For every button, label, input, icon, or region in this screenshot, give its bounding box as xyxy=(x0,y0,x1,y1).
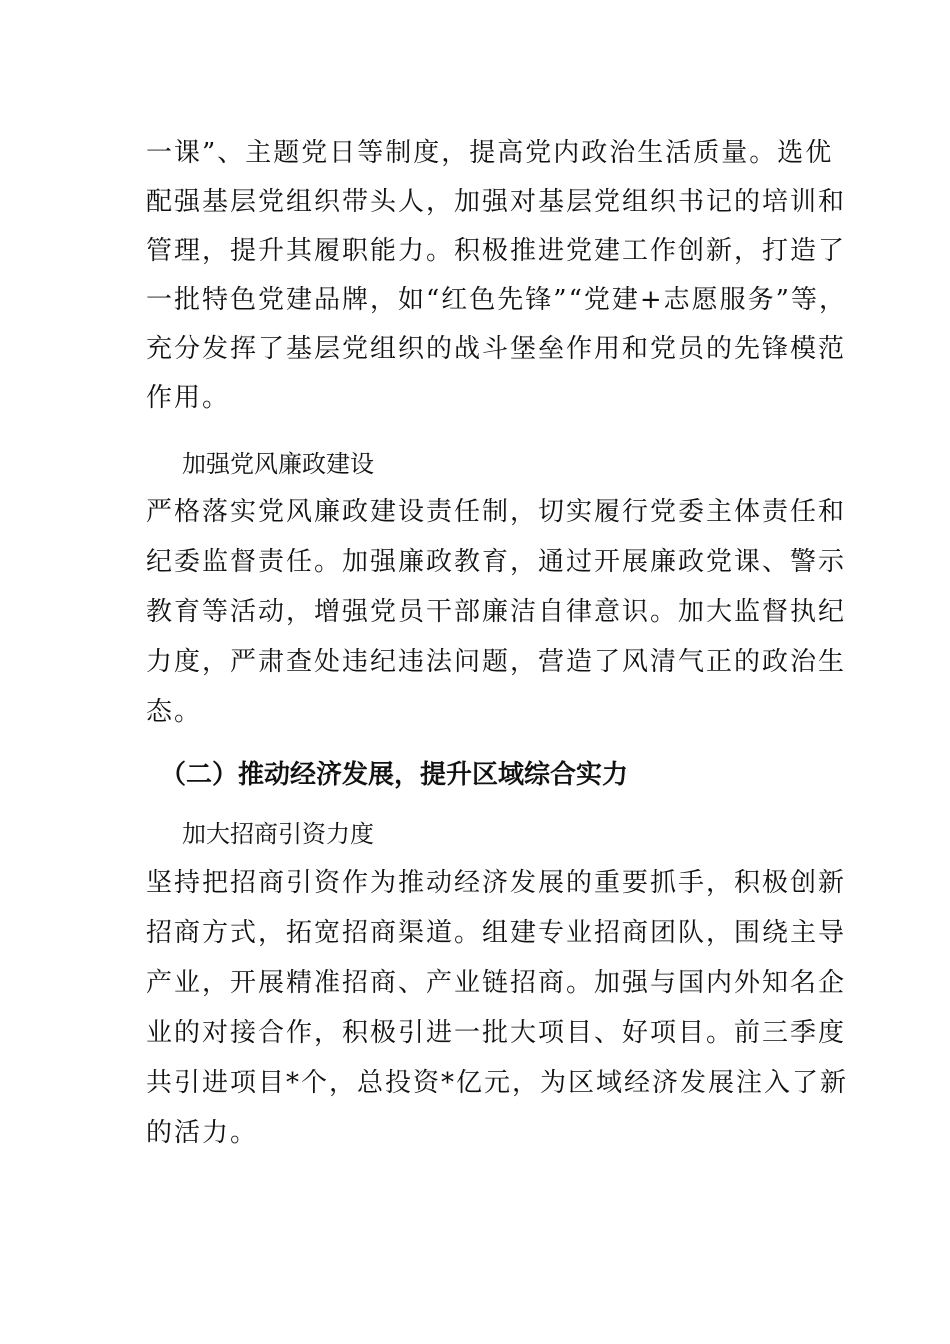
subheading-integrity: 加强党风廉政建设 xyxy=(182,450,374,478)
text-line: 管理，提升其履职能力。积极推进党建工作创新，打造了 xyxy=(146,236,847,266)
text-line: 作用。 xyxy=(146,383,231,413)
text-line: 教育等活动，增强党员干部廉洁自律意识。加大监督执纪 xyxy=(146,597,847,627)
text-line: 纪委监督责任。加强廉政教育，通过开展廉政党课、警示 xyxy=(146,547,847,577)
section-heading: （二）推动经济发展，提升区域综合实力 xyxy=(160,760,629,790)
text-line: 配强基层党组织带头人，加强对基层党组织书记的培训和 xyxy=(146,187,847,217)
text-line: 充分发挥了基层党组织的战斗堡垒作用和党员的先锋模范 xyxy=(146,334,847,364)
text-line: 力度，严肃查处违纪违法问题，营造了风清气正的政治生 xyxy=(146,647,847,677)
text-line: 共引进项目*个，总投资*亿元，为区域经济发展注入了新 xyxy=(146,1068,849,1098)
text-line: 业的对接合作，积极引进一批大项目、好项目。前三季度 xyxy=(146,1018,847,1048)
subheading-investment: 加大招商引资力度 xyxy=(182,820,374,848)
text-line: 招商方式，拓宽招商渠道。组建专业招商团队，围绕主导 xyxy=(146,918,847,948)
text-line: 产业，开展精准招商、产业链招商。加强与国内外知名企 xyxy=(146,968,847,998)
text-line: 的活力。 xyxy=(146,1118,259,1148)
text-line: 严格落实党风廉政建设责任制，切实履行党委主体责任和 xyxy=(146,497,847,527)
text-line: 坚持把招商引资作为推动经济发展的重要抓手，积极创新 xyxy=(146,868,847,898)
text-line: 态。 xyxy=(146,697,203,727)
text-line: 一批特色党建品牌，如“红色先锋”“党建+志愿服务”等， xyxy=(146,285,847,315)
text-line: 一课”、主题党日等制度，提高党内政治生活质量。选优 xyxy=(146,138,834,168)
